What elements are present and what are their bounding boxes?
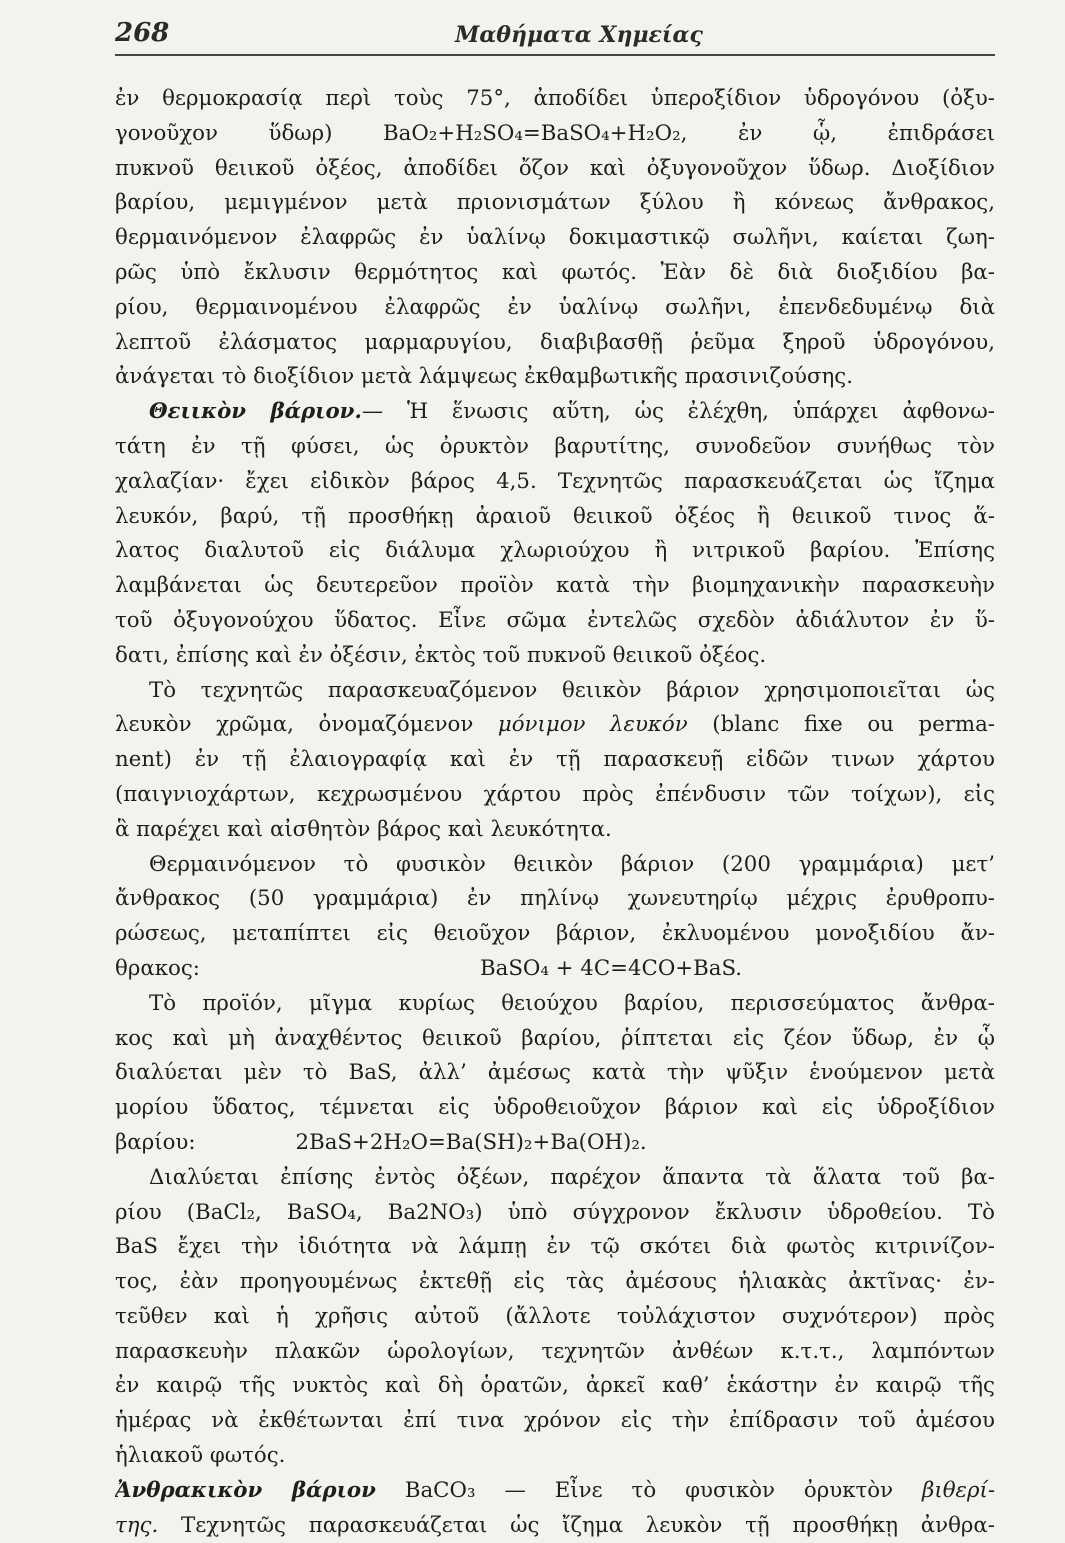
text-line [115,778,995,813]
line-text: ἀνάγεται τὸ διοξίδιον μετὰ λάμψεως ἐκθαμβωτικῆς πρασινιζούσης. [115,364,853,390]
line-text: Θερμαινόμενον τὸ φυσικὸν θειικὸν βάριον (200 γραμμάρια) μετ’ [149,851,995,877]
text-line [115,1369,995,1404]
line-text: Διαλύεται ἐπίσης ἐντὸς ὀξέων, παρέχον ἅπαντα τὰ ἅλατα τοῦ βα- [149,1164,995,1190]
text-line [115,917,995,952]
text-line [115,1056,995,1091]
text-line [115,291,995,326]
page-header [115,14,995,54]
italic-term: βιθερί- [922,1477,995,1503]
text-line [115,430,995,465]
text-line [115,1265,995,1300]
line-text: παρασκευὴν πλακῶν ὡρολογίων, τεχνητῶν ἀνθέων κ.τ.τ., λαμπόντων [115,1338,995,1364]
line-text: τοῦ ὀξυγονούχου ὕδατος. Εἶνε σῶμα ἐντελῶς σχεδὸν ἀδιάλυτον ἐν ὕ- [115,607,995,633]
line-text: βαρίου, μεμιγμένον μετὰ πριονισμάτων ξύλου ἢ κόνεως ἄνθρακος, [115,190,995,216]
line-text: ἃ παρέχει καὶ αἰσθητὸν βάρος καὶ λευκότητα. [115,816,612,842]
line-text: γονοῦχον ὕδωρ) BaO₂+H₂SO₄=BaSO₄+H₂O₂, ἐν ᾧ, ἐπιδράσει [115,120,995,146]
body-text [115,82,995,1543]
text-line [115,326,995,361]
line-text-tail: Τεχνητῶς παρασκευάζεται ὡς ἴζημα λευκὸν τῇ προσθήκῃ ἀνθρα- [158,1512,995,1538]
text-line [115,987,995,1022]
section-heading: Θειικὸν βάριον. [149,399,362,425]
section-heading: Ἀνθρακικὸν βάριον [115,1477,376,1503]
text-line [115,1474,995,1509]
line-text: ἄνθρακος (50 γραμμάρια) ἐν πηλίνῳ χωνευτηρίῳ μέχρις ἐρυθροπυ- [115,886,995,912]
line-text: διαλύεται μὲν τὸ BaS, ἀλλ’ ἀμέσως κατὰ τὴν ψῦξιν ἑνούμενον μετὰ [115,1060,995,1086]
line-text: ἐν θερμοκρασίᾳ περὶ τοὺς 75°, ἀποδίδει ὑπεροξίδιον ὑδρογόνου (ὀξυ- [115,86,995,111]
chemical-formula: BaSO₄ + 4C=4CO+BaS. [479,955,743,981]
text-line [115,82,995,117]
text-line [115,743,995,778]
line-text: λεπτοῦ ἐλάσματος μαρμαρυγίου, διαβιβασθῇ ῥεῦμα ξηροῦ ὑδρογόνου, [115,329,995,355]
text-line [115,674,995,709]
text-line [115,221,995,256]
text-line [115,534,995,569]
line-text: τάτη ἐν τῇ φύσει, ὡς ὀρυκτὸν βαρυτίτης, συνοδεῦον συνήθως τὸν [115,433,995,459]
text-line [115,1091,995,1126]
line-text: ἐν καιρῷ τῆς νυκτὸς καὶ δὴ ὁρατῶν, ἀρκεῖ καθ’ ἑκάστην ἐν καιρῷ τῆς [115,1373,995,1399]
line-text: — Ἡ ἕνωσις αὕτη, ὡς ἐλέχθη, ὑπάρχει ἀφθονω- [361,399,995,425]
text-line [115,882,995,917]
line-text: λατος διαλυτοῦ εἰς διάλυμα χλωριούχου ἢ νιτρικοῦ βαρίου. Ἐπίσης [115,538,995,564]
line-text: τεῦθεν καὶ ἡ χρῆσις αὐτοῦ (ἄλλοτε τοὐλάχιστον συχνότερον) πρὸς [115,1303,995,1329]
line-text: δατι, ἐπίσης καὶ ἐν ὀξέσιν, ἐκτὸς τοῦ πυκνοῦ θειικοῦ ὀξέος. [115,642,767,668]
text-line [115,117,995,152]
line-text: ἡμέρας νὰ ἐκθέτωνται ἐπί τινα χρόνον εἰς τὴν ἐπίδρασιν τοῦ ἀμέσου [115,1408,995,1434]
line-text: ρίου (BaCl₂, BaSO₄, Ba2NO₃) ὑπὸ σύγχρονον ἔκλυσιν ὑδροθείου. Τὸ [115,1199,995,1225]
text-line [115,569,995,604]
text-line [115,152,995,187]
line-text: Τὸ τεχνητῶς παρασκευαζόμενον θειικὸν βάριον χρησιμοποιεῖται ὡς [149,677,995,703]
text-line [115,1439,995,1474]
line-text: BaS ἔχει τὴν ἰδιότητα νὰ λάμπῃ ἐν τῷ σκότει διὰ φωτὸς κιτρινίζον- [115,1234,995,1260]
line-text: ἡλιακοῦ φωτός. [115,1443,286,1469]
text-line [115,465,995,500]
text-line [115,395,995,430]
text-line [115,1300,995,1335]
text-line [115,360,995,395]
text-line [115,1126,995,1161]
text-line [115,1335,995,1370]
line-text: Τὸ προϊόν, μῖγμα κυρίως θειούχου βαρίου, περισσεύματος ἄνθρα- [149,990,995,1016]
text-line [115,500,995,535]
page-number: 268 [115,18,170,48]
italic-term: της. [115,1512,159,1538]
text-line [115,1404,995,1439]
line-text: λευκὸν χρῶμα, ὀνομαζόμενον [115,712,498,738]
line-text: χαλαζίαν· ἔχει εἰδικὸν βάρος 4,5. Τεχνητῶς παρασκευάζεται ὡς ἴζημα [115,468,995,494]
italic-term: μόνιμον λευκόν [497,712,688,738]
line-text: λαμβάνεται ὡς δευτερεῦον προϊὸν κατὰ τὴν βιομηχανικὴν παρασκευὴν [115,573,995,599]
text-line [115,1509,995,1543]
line-text: τος, ἐὰν προηγουμένως ἐκτεθῇ εἰς τὰς ἀμέσους ἡλιακὰς ἀκτῖνας· ἐν- [115,1269,995,1295]
line-text: βαρίου: [115,1129,196,1155]
text-line [115,708,995,743]
line-text: θρακος: [115,955,200,981]
line-text: ρῶς ὑπὸ ἔκλυσιν θερμότητος καὶ φωτός. Ἐὰν δὲ διὰ διοξιδίου βα- [115,259,995,285]
text-line [115,186,995,221]
line-text: πυκνοῦ θειικοῦ ὀξέος, ἀποδίδει ὄζον καὶ ὀξυγονοῦχον ὕδωρ. Διοξίδιον [115,155,995,181]
text-line [115,1161,995,1196]
text-line [115,1196,995,1231]
text-line [115,1022,995,1057]
text-line [115,1230,995,1265]
text-line [115,256,995,291]
text-line [115,604,995,639]
text-line [115,639,995,674]
line-text: λευκόν, βαρύ, τῇ προσθήκῃ ἀραιοῦ θειικοῦ ὀξέος ἢ θειικοῦ τινος ἅ- [115,503,995,529]
line-text-tail: (blanc fixe ou perma- [687,712,995,738]
text-line [115,813,995,848]
line-text: (παιγνιοχάρτων, κεχρωσμένου χάρτου πρὸς ἐπένδυσιν τῶν τοίχων), εἰς [115,781,995,807]
running-title: Μαθήματα Χημείας [455,22,703,48]
line-text: ρώσεως, μεταπίπτει εἰς θειοῦχον βάριον, ἐκλυομένου μονοξιδίου ἄν- [115,921,995,947]
line-text: κος καὶ μὴ ἀναχθέντος θειικοῦ βαρίου, ῥίπτεται εἰς ζέον ὕδωρ, ἐν ᾧ [115,1025,995,1051]
line-text: θερμαινόμενον ἐλαφρῶς ἐν ὑαλίνῳ δοκιμαστικῷ σωλῆνι, καίεται ζωη- [115,225,995,251]
header-rule [115,54,995,56]
line-text: nent) ἐν τῇ ἐλαιογραφίᾳ καὶ ἐν τῇ παρασκευῇ εἰδῶν τινων χάρτου [115,747,995,773]
line-text: BaCO₃ — Εἶνε τὸ φυσικὸν ὀρυκτὸν [375,1477,923,1503]
chemical-formula: 2BaS+2H₂O=Ba(SH)₂+Ba(OH)₂. [295,1129,647,1155]
line-text: ρίου, θερμαινομένου ἐλαφρῶς ἐν ὑαλίνῳ σωλῆνι, ἐπενδεδυμένῳ διὰ [115,294,995,320]
line-text: μορίου ὕδατος, τέμνεται εἰς ὑδροθειοῦχον βάριον καὶ εἰς ὑδροξίδιον [115,1095,995,1121]
text-line [115,952,995,987]
text-line [115,848,995,883]
